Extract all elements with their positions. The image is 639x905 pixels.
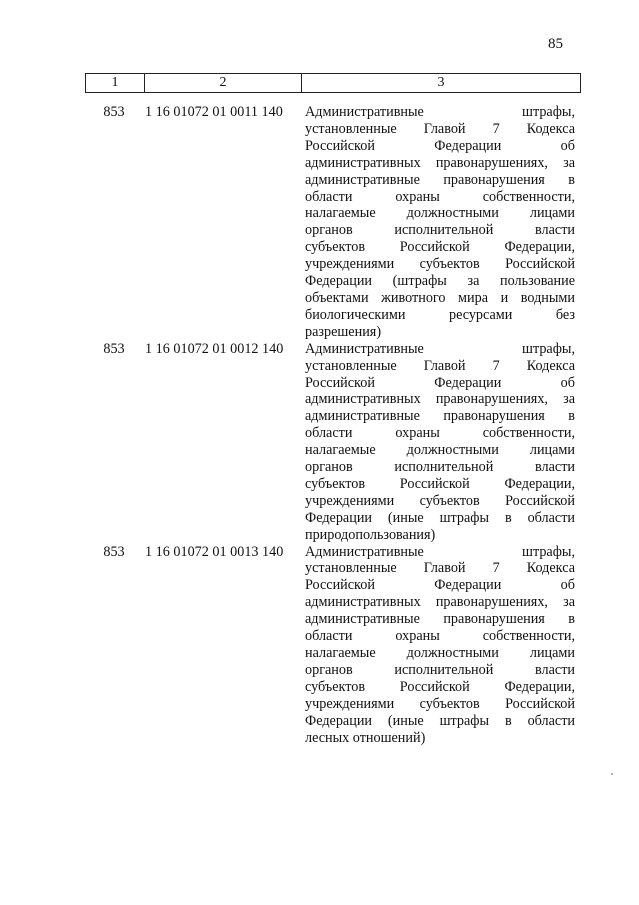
admin-code: 853 [103,340,125,357]
description-line: установленные Главой 7 Кодекса [305,560,575,577]
description-line: налагаемые должностными лицами [305,205,575,222]
description-line: органов исполнительной власти [305,661,575,678]
description-line: Административные штрафы, [305,340,575,357]
description-line: Административные штрафы, [305,104,575,120]
description-line: области охраны собственности, [305,628,575,645]
description-line: налагаемые должностными лицами [305,645,575,661]
description-line: области охраны собственности, [305,425,575,442]
header-col-3: 3 [437,75,445,90]
description-line: Федерации (штрафы за пользование [305,273,575,290]
description-line: установленные Главой 7 Кодекса [305,120,575,137]
budget-classification-code: 1 16 01072 01 0013 140 [145,543,284,560]
description-line: административные правонарушения в [305,611,575,628]
admin-code: 853 [103,543,125,560]
description-line: административные правонарушения в [305,171,575,188]
header-col-2: 2 [145,74,302,92]
table-body [85,104,581,746]
scan-speck [611,773,613,775]
description-line: биологическими ресурсами без [305,306,575,323]
description-line: Российской Федерации об [305,374,575,391]
description-line: субъектов Российской Федерации, [305,239,575,256]
description-line: Российской Федерации об [305,137,575,154]
description-line: субъектов Российской Федерации, [305,678,575,695]
description-line: учреждениями субъектов Российской [305,256,575,273]
budget-classification-code: 1 16 01072 01 0012 140 [145,340,284,357]
budget-classification-code: 1 16 01072 01 0011 140 [145,104,283,120]
description-line: области охраны собственности, [305,188,575,205]
header-col-1: 1 [86,74,145,92]
admin-code: 853 [103,104,125,120]
description-line: Административные штрафы, [305,543,575,560]
page-number: 85 [548,36,563,52]
description-line: учреждениями субъектов Российской [305,695,575,712]
description-line: органов исполнительной власти [305,222,575,239]
description-line: административные правонарушения в [305,408,575,425]
description-line: органов исполнительной власти [305,459,575,476]
table-row [85,544,581,747]
description-line: учреждениями субъектов Российской [305,492,575,509]
description-line: административных правонарушениях, за [305,154,575,171]
description-line: природопользования) [305,526,436,543]
description-line: Федерации (иные штрафы в области [305,509,575,526]
revenue-description [299,544,575,747]
revenue-description [299,104,575,341]
description-line: разрешения) [305,323,382,340]
table-row [85,341,581,544]
description-line: субъектов Российской Федерации, [305,475,575,492]
description-line: объектами животного мира и водными [305,289,575,306]
description-line: Российской Федерации об [305,577,575,594]
description-line: административных правонарушениях, за [305,391,575,408]
table-header [85,73,581,93]
description-line: налагаемые должностными лицами [305,442,575,459]
description-line: лесных отношений) [305,729,426,746]
description-line: установленные Главой 7 Кодекса [305,357,575,374]
revenue-description [299,341,575,544]
description-line: административных правонарушениях, за [305,594,575,611]
description-line: Федерации (иные штрафы в области [305,712,575,729]
table-row [85,104,581,341]
